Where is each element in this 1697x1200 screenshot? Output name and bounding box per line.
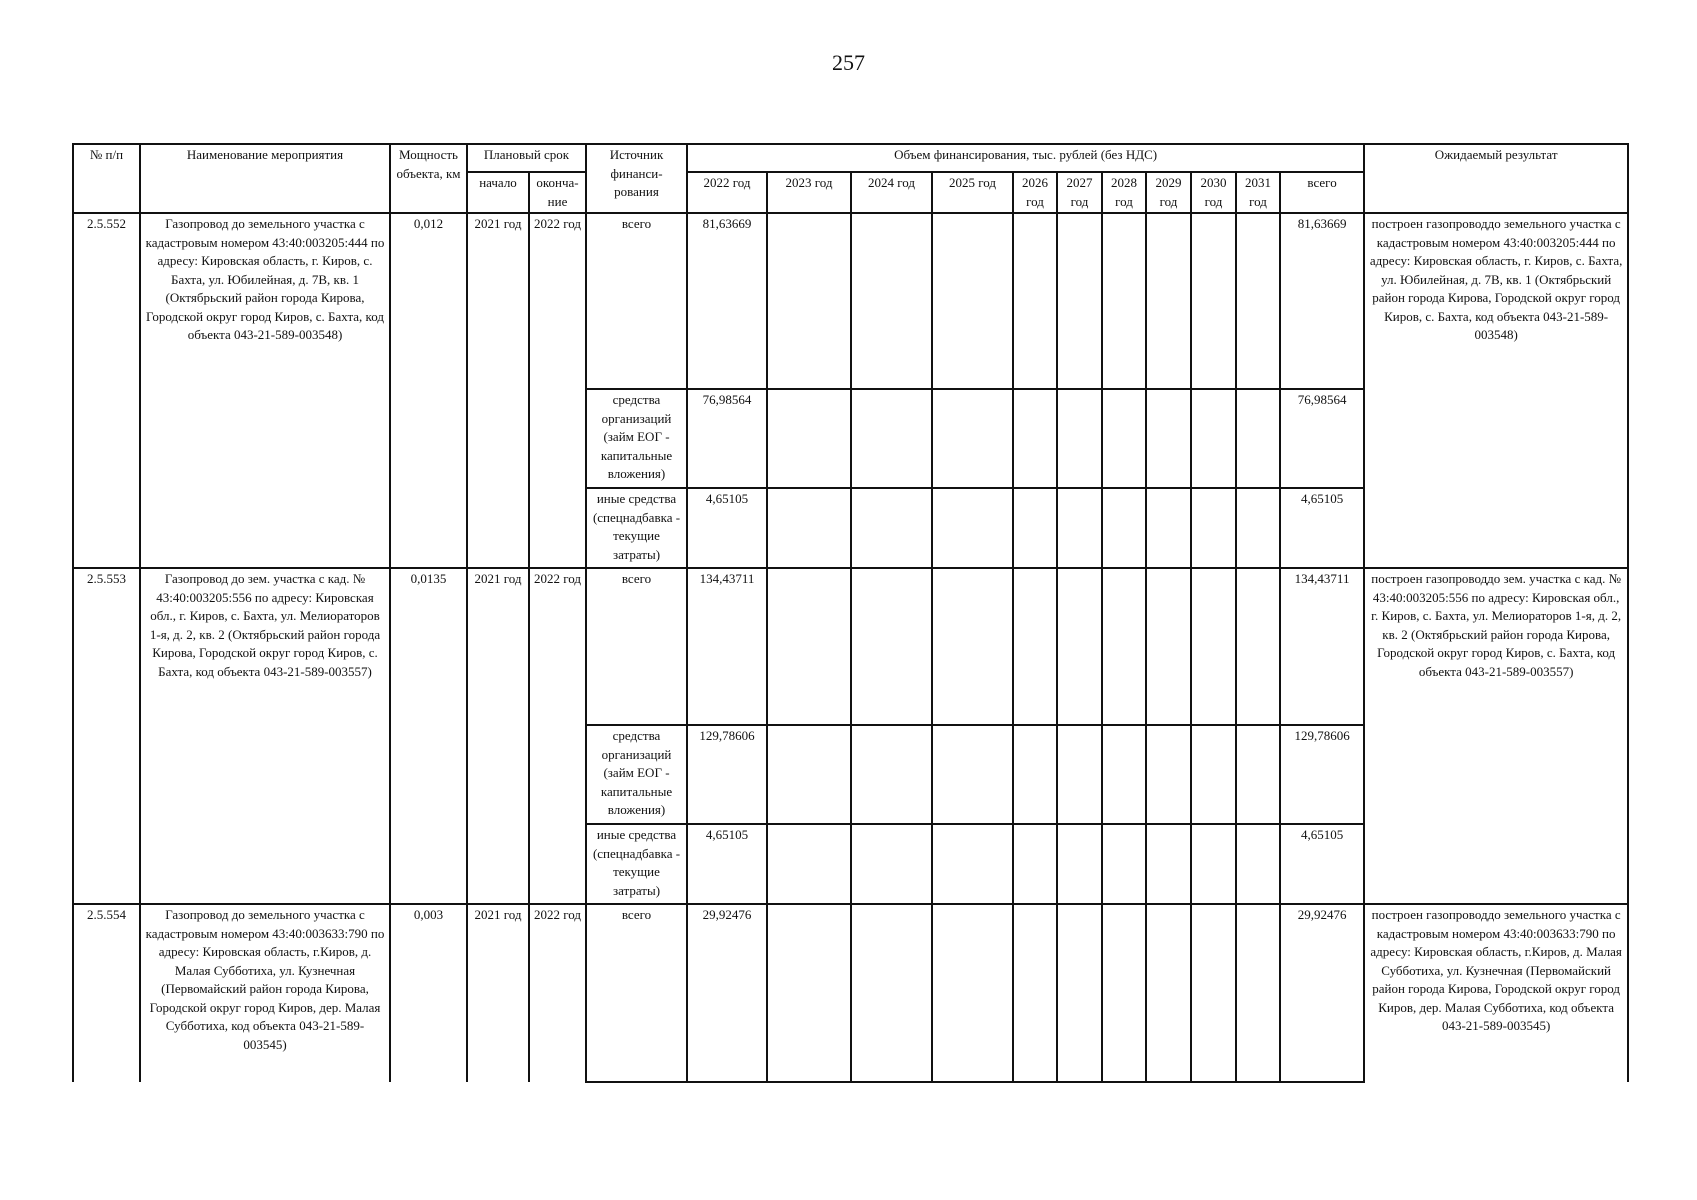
table-header	[73, 144, 1628, 213]
row-end: 2022 год	[529, 904, 586, 1082]
header-year-2022: 2022 год	[687, 172, 767, 213]
row-num: 2.5.553	[73, 568, 140, 904]
source-label: всего	[586, 904, 687, 1082]
row-result: построен газопроводдо земельного участка с кадастровым номером 43:40:003205:444 по адресу: Кировская область, г. Киров, с. Бахта, ул. Юбилейная, д. 7В, кв. 1 (Октябрьский район города Кирова, Городской округ город Киров, с. Бахта, код объекта 043-21-589-003548)	[1364, 213, 1628, 568]
header-year-2028: 2028 год	[1102, 172, 1146, 213]
row-result: построен газопроводдо земельного участка с кадастровым номером 43:40:003633:790 по адресу: Кировская область, г.Киров, д. Малая Субботиха, ул. Кузнечная (Первомайский район города Кирова, Городской округ город Киров, дер. Малая Субботиха, код объекта 043-21-589-003545)	[1364, 904, 1628, 1082]
value-total: 76,98564	[1280, 389, 1364, 488]
row-end: 2022 год	[529, 568, 586, 904]
header-year-2031: 2031 год	[1236, 172, 1280, 213]
header-name: Наименование мероприятия	[140, 144, 390, 213]
row-num: 2.5.554	[73, 904, 140, 1082]
table-row	[73, 568, 1628, 725]
row-start: 2021 год	[467, 568, 529, 904]
value-total: 4,65105	[1280, 488, 1364, 568]
header-year-2026: 2026 год	[1013, 172, 1057, 213]
header-volume: Объем финансирования, тыс. рублей (без НДС)	[687, 144, 1364, 172]
value-total: 29,92476	[1280, 904, 1364, 1082]
row-end: 2022 год	[529, 213, 586, 568]
value-2022: 81,63669	[687, 213, 767, 389]
source-label: иные средства (спецнадбавка - текущие затраты)	[586, 824, 687, 904]
header-year-2024: 2024 год	[851, 172, 932, 213]
header-year-2029: 2029 год	[1146, 172, 1191, 213]
page-number: 257	[832, 50, 865, 75]
row-capacity: 0,003	[390, 904, 467, 1082]
row-num: 2.5.552	[73, 213, 140, 568]
row-result: построен газопроводдо зем. участка с кад. № 43:40:003205:556 по адресу: Кировская обл., г. Киров, с. Бахта, ул. Мелиораторов 1-я, д. 2, кв. 2 (Октябрьский район города Кирова, Городской округ город Киров, с. Бахта, код объекта 043-21-589-003557)	[1364, 568, 1628, 904]
table-row	[73, 213, 1628, 389]
value-2022: 76,98564	[687, 389, 767, 488]
financing-table	[72, 143, 1629, 1083]
header-year-2027: 2027 год	[1057, 172, 1102, 213]
header-end: оконча-ние	[529, 172, 586, 213]
value-total: 129,78606	[1280, 725, 1364, 824]
value-total: 134,43711	[1280, 568, 1364, 725]
row-name: Газопровод до зем. участка с кад. № 43:40:003205:556 по адресу: Кировская обл., г. Киров, с. Бахта, ул. Мелиораторов 1-я, д. 2, кв. 2 (Октябрьский район города Кирова, Городской округ город Киров, с. Бахта, код объекта 043-21-589-003557)	[140, 568, 390, 904]
row-capacity: 0,012	[390, 213, 467, 568]
row-name: Газопровод до земельного участка с кадастровым номером 43:40:003205:444 по адресу: Кировская область, г. Киров, с. Бахта, ул. Юбилейная, д. 7В, кв. 1 (Октябрьский район города Кирова, Городской округ город Киров, с. Бахта, код объекта 043-21-589-003548)	[140, 213, 390, 568]
header-year-2030: 2030 год	[1191, 172, 1236, 213]
header-term: Плановый срок	[467, 144, 586, 172]
value-2022: 4,65105	[687, 824, 767, 904]
value-2022: 4,65105	[687, 488, 767, 568]
row-start: 2021 год	[467, 213, 529, 568]
header-total: всего	[1280, 172, 1364, 213]
header-capacity: Мощность объекта, км	[390, 144, 467, 213]
value-2022: 29,92476	[687, 904, 767, 1082]
value-2022: 129,78606	[687, 725, 767, 824]
value-2022: 134,43711	[687, 568, 767, 725]
source-label: средства организаций (займ ЕОГ - капитальные вложения)	[586, 725, 687, 824]
value-total: 4,65105	[1280, 824, 1364, 904]
table-row	[73, 904, 1628, 1082]
header-year-2025: 2025 год	[932, 172, 1013, 213]
header-year-2023: 2023 год	[767, 172, 851, 213]
row-name: Газопровод до земельного участка с кадастровым номером 43:40:003633:790 по адресу: Кировская область, г.Киров, д. Малая Субботиха, ул. Кузнечная (Первомайский район города Кирова, Городской округ город Киров, дер. Малая Субботиха, код объекта 043-21-589-003545)	[140, 904, 390, 1082]
source-label: всего	[586, 213, 687, 389]
row-capacity: 0,0135	[390, 568, 467, 904]
header-source: Источник финанси-рования	[586, 144, 687, 213]
header-num: № п/п	[73, 144, 140, 213]
source-label: иные средства (спецнадбавка - текущие затраты)	[586, 488, 687, 568]
header-result: Ожидаемый результат	[1364, 144, 1628, 213]
source-label: средства организаций (займ ЕОГ - капитальные вложения)	[586, 389, 687, 488]
row-start: 2021 год	[467, 904, 529, 1082]
value-total: 81,63669	[1280, 213, 1364, 389]
header-start: начало	[467, 172, 529, 213]
source-label: всего	[586, 568, 687, 725]
